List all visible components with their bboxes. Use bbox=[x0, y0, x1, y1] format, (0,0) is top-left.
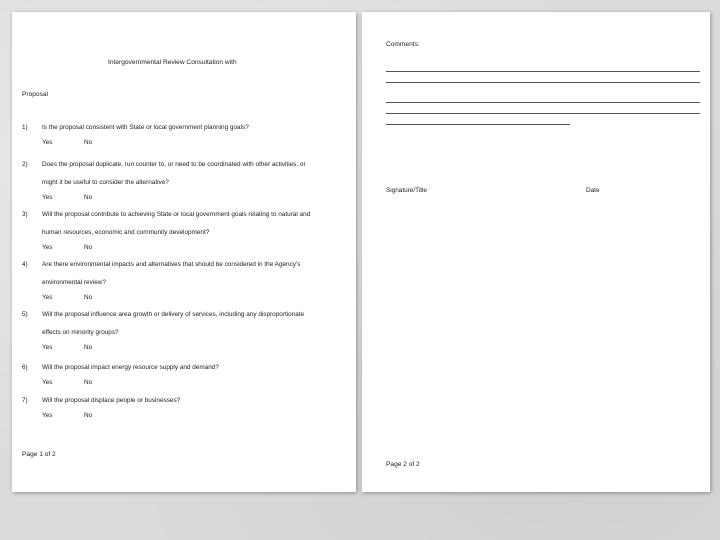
question-text: Will the proposal displace people or businesses? bbox=[42, 397, 181, 404]
question-text: might it be useful to consider the alternative? bbox=[42, 179, 169, 186]
question-number: 1) bbox=[22, 124, 28, 131]
comment-line bbox=[386, 102, 700, 103]
question-text: Are there environmental impacts and alternatives that should be considered in the Agency's bbox=[42, 261, 301, 268]
comment-line bbox=[386, 124, 570, 125]
question-text: effects on minority groups? bbox=[42, 329, 119, 336]
answer-no: No bbox=[84, 294, 93, 301]
answer-no: No bbox=[84, 344, 93, 351]
answer-yes: Yes bbox=[42, 344, 53, 351]
document-page-1 bbox=[12, 12, 356, 492]
answer-no: No bbox=[84, 379, 93, 386]
page-number: Page 1 of 2 bbox=[22, 451, 56, 458]
answer-yes: Yes bbox=[42, 379, 53, 386]
answer-no: No bbox=[84, 139, 93, 146]
comment-line bbox=[386, 113, 700, 114]
answer-yes: Yes bbox=[42, 139, 53, 146]
question-number: 4) bbox=[22, 261, 28, 268]
question-number: 5) bbox=[22, 311, 28, 318]
page-number: Page 2 of 2 bbox=[386, 461, 420, 468]
comments-label: Comments: bbox=[386, 41, 420, 48]
comment-line bbox=[386, 71, 700, 72]
comment-line bbox=[386, 82, 700, 83]
question-number: 3) bbox=[22, 211, 28, 218]
question-text: human resources, economic and community development? bbox=[42, 229, 210, 236]
question-text: Will the proposal impact energy resource supply and demand? bbox=[42, 364, 219, 371]
question-number: 6) bbox=[22, 364, 28, 371]
form-title: Intergovernmental Review Consultation with bbox=[108, 59, 237, 66]
answer-no: No bbox=[84, 412, 93, 419]
answer-yes: Yes bbox=[42, 412, 53, 419]
answer-no: No bbox=[84, 194, 93, 201]
answer-yes: Yes bbox=[42, 294, 53, 301]
document-page-2 bbox=[362, 12, 710, 492]
question-text: Is the proposal consistent with State or local government planning goals? bbox=[42, 124, 249, 131]
question-number: 7) bbox=[22, 397, 28, 404]
question-text: Will the proposal influence area growth or delivery of services, including any disproportionate bbox=[42, 311, 305, 318]
proposal-label: Proposal bbox=[22, 91, 49, 98]
answer-no: No bbox=[84, 244, 93, 251]
date-label: Date bbox=[586, 187, 600, 194]
answer-yes: Yes bbox=[42, 244, 53, 251]
signature-title-label: Signature/Title bbox=[386, 187, 427, 194]
answer-yes: Yes bbox=[42, 194, 53, 201]
question-text: environmental review? bbox=[42, 279, 106, 286]
question-text: Will the proposal contribute to achieving State or local government goals relating to natural and bbox=[42, 211, 311, 218]
question-text: Does the proposal duplicate, run counter to, or need to be coordinated with other activities, or bbox=[42, 161, 306, 168]
question-number: 2) bbox=[22, 161, 28, 168]
